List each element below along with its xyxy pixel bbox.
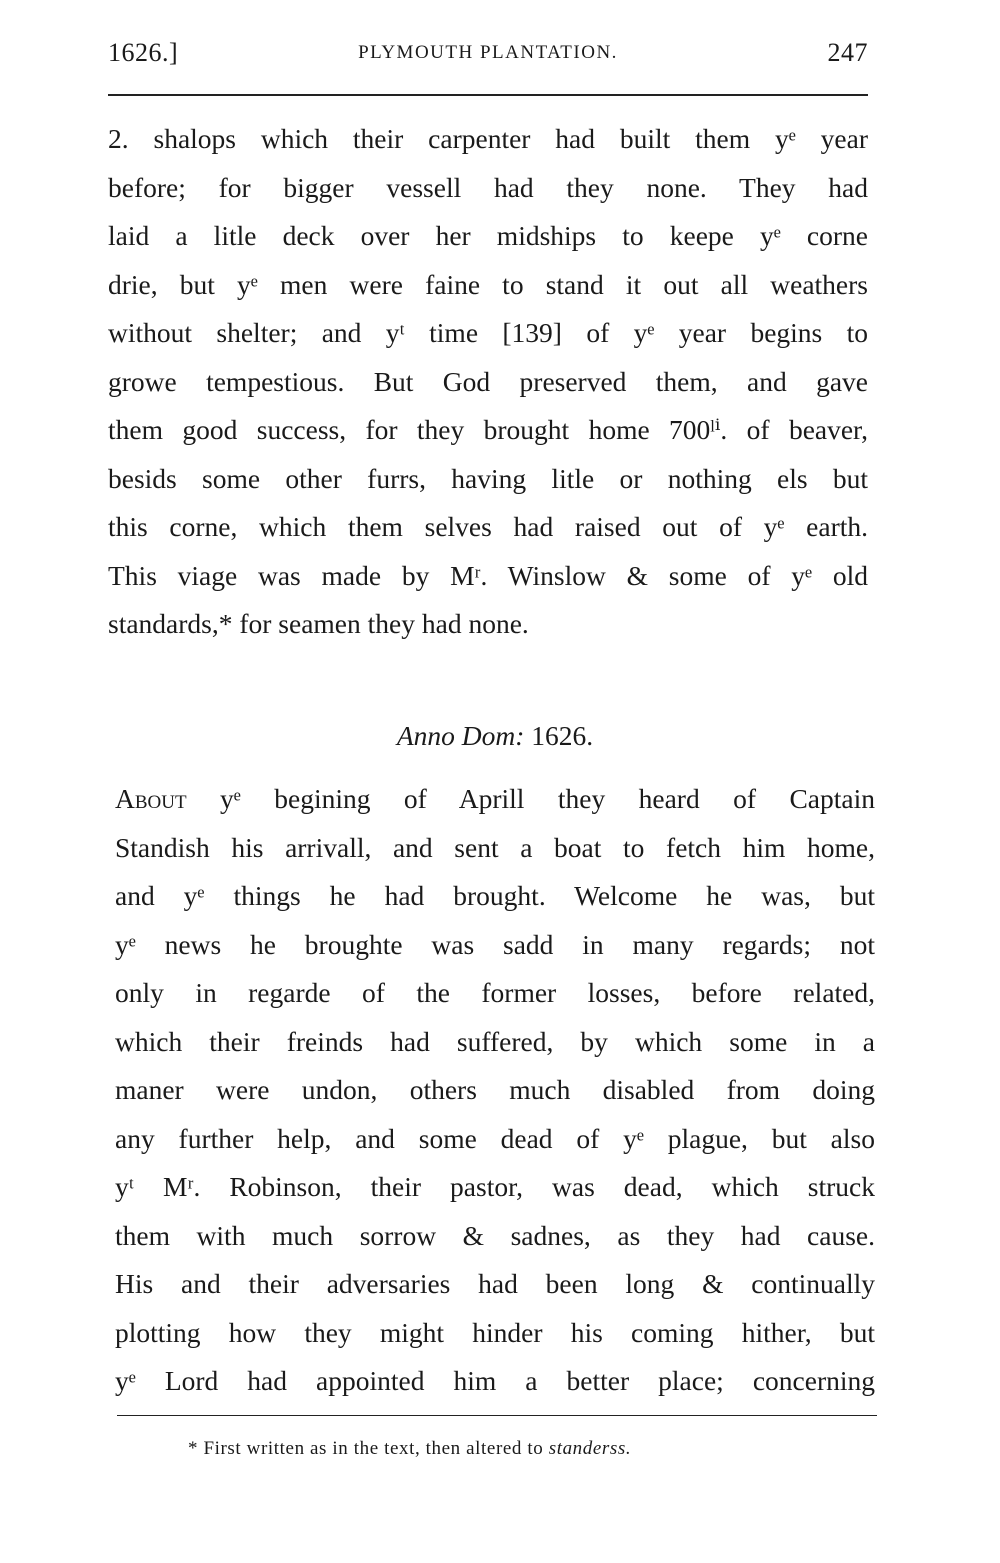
footnote [188, 1438, 631, 1460]
running-head [108, 38, 868, 78]
text-line: growe tempestious. But God preserved them, and gave [108, 365, 868, 397]
text-line: maner were undon, others much disabled from doing [115, 1074, 875, 1105]
text-line: them with much sorrow & sadnes, as they had cause. [115, 1219, 875, 1251]
text-line: plotting how they might hinder his coming hither, but [115, 1316, 875, 1348]
header-year: 1626.] [108, 38, 179, 67]
year-heading-label: Anno Dom: [396, 720, 525, 751]
lead-word: About [115, 783, 187, 814]
text-line: this corne, which them selves had raised out of yᵉ earth. [108, 511, 868, 542]
year-heading-year: 1626. [531, 720, 594, 751]
footnote-text: * First written as in the text, then altered to [188, 1438, 549, 1459]
text-line: standards,* for seamen they had none. [108, 608, 529, 639]
text-line: yᵉ news he broughte was sadd in many regards; not [115, 928, 875, 960]
text-line: which their freinds had suffered, by which some in a [115, 1025, 875, 1057]
paragraph-2 [115, 775, 875, 1406]
text-line: His and their adversaries had been long & continually [115, 1268, 875, 1299]
footnote-italic: standerss. [548, 1438, 632, 1459]
text-line-first [115, 775, 875, 824]
text-line: without shelter; and yᵗ time [139] of yᵉ year begins to [108, 317, 868, 348]
text-line: them good success, for they brought home 700ˡⁱ. of beaver, [108, 414, 868, 445]
header-rule [108, 94, 868, 96]
text-line: before; for bigger vessell had they none. They had [108, 171, 868, 203]
page-number: 247 [827, 38, 868, 67]
year-heading [115, 720, 875, 752]
paragraph-1 [108, 115, 868, 649]
first-line-rest: yᵉ begining of Aprill they heard of Captain [186, 783, 875, 814]
text-line: besids some other furrs, having litle or nothing els but [108, 462, 868, 494]
text-line: laid a litle deck over her midships to keepe yᵉ corne [108, 220, 868, 251]
text-line: Standish his arrivall, and sent a boat to fetch him home, [115, 831, 875, 863]
text-line: 2. shalops which their carpenter had built them yᵉ year [108, 123, 868, 154]
text-line: yᵗ Mʳ. Robinson, their pastor, was dead, which struck [115, 1171, 875, 1202]
text-line: drie, but yᵉ men were faine to stand it out all weathers [108, 268, 868, 300]
text-line: This viage was made by Mʳ. Winslow & some of yᵉ old [108, 559, 868, 591]
header-title: PLYMOUTH PLANTATION. [358, 42, 618, 63]
text-line: any further help, and some dead of yᵉ plague, but also [115, 1122, 875, 1154]
text-line: and yᵉ things he had brought. Welcome he was, but [115, 880, 875, 911]
footnote-rule [117, 1415, 877, 1416]
text-line: yᵉ Lord had appointed him a better place; concerning [115, 1365, 875, 1396]
text-line: only in regarde of the former losses, before related, [115, 977, 875, 1008]
